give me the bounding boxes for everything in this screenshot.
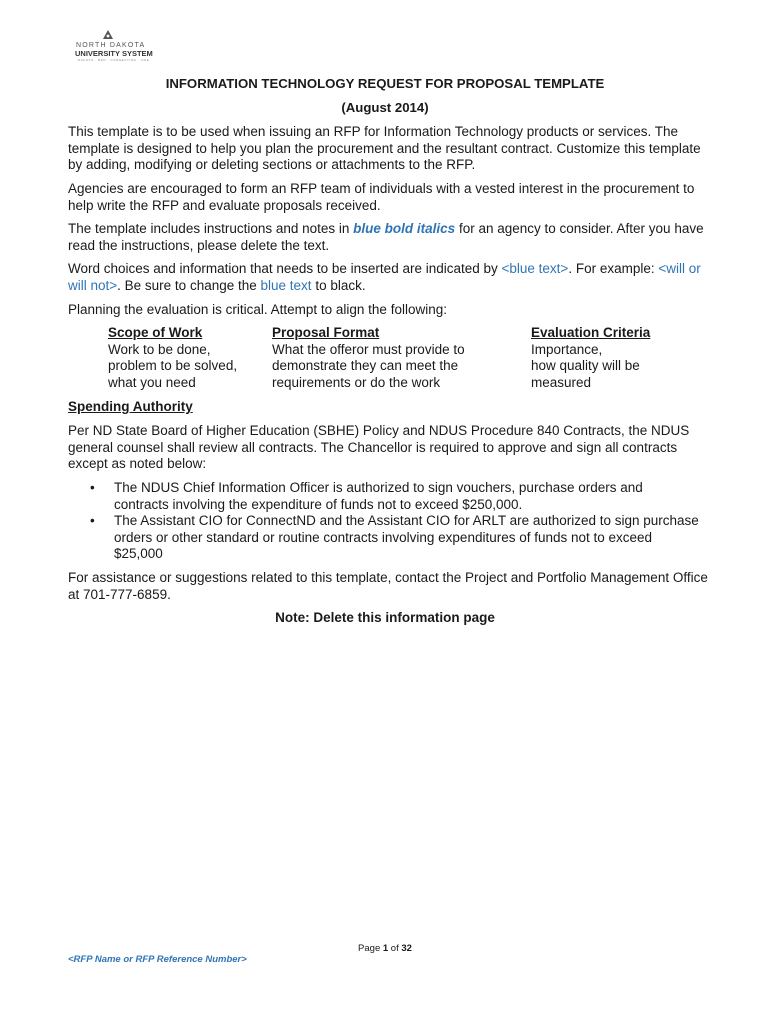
instructions-text-c: for an agency to consider. After you have read the instructions, please delete the text.	[68, 221, 704, 253]
column-line: What the offeror must provide to	[272, 341, 465, 357]
mountain-logo-icon	[103, 30, 113, 39]
bullet-text: The NDUS Chief Information Officer is authorized to sign vouchers, purchase orders and contracts involving the expenditure of funds not to exceed $250,000.	[114, 480, 643, 512]
column-line: measured	[531, 374, 592, 390]
list-item	[90, 513, 700, 563]
column-line: problem to be solved,	[108, 358, 238, 373]
instructions-paragraph	[68, 221, 708, 254]
column-line: Work to be done,	[108, 341, 211, 357]
page-of: of	[388, 943, 402, 954]
footer-rfp-reference: <RFP Name or RFP Reference Number>	[68, 954, 247, 965]
word-choices-text-g: to black.	[311, 277, 366, 293]
intro-paragraph: This template is to be used when issuing an RFP for Information Technology products or services. The template is designed to help you plan the procurement and the resultant contract. Customize this template by adding, modifying or deleting sections or attachments to the RFP.	[68, 124, 701, 172]
page-number	[0, 943, 770, 954]
page-current: 1	[382, 943, 389, 954]
will-or-will-not-sample: <will or will not>	[68, 261, 701, 293]
word-choices-paragraph	[68, 261, 708, 294]
blue-text-sample: <blue text>	[501, 261, 569, 276]
word-choices-text-a: Word choices and information that needs to be inserted are indicated by	[68, 261, 502, 276]
scope-of-work-column	[108, 325, 268, 391]
page-total: 32	[401, 943, 412, 954]
proposal-format-column	[272, 325, 522, 391]
logo-tagline: DAKOTA · BEN · CONNECTING · ONE	[78, 58, 150, 62]
column-line: Importance,	[531, 341, 603, 357]
page-prefix: Page	[358, 943, 383, 954]
column-line: what you need	[108, 374, 196, 390]
word-choices-text-c: . For example:	[568, 261, 659, 276]
column-line: how quality will be	[531, 358, 640, 373]
document-title: INFORMATION TECHNOLOGY REQUEST FOR PROPOSAL TEMPLATE	[165, 76, 605, 91]
spending-paragraph: Per ND State Board of Higher Education (SBHE) Policy and NDUS Procedure 840 Contracts, the NDUS general counsel shall review all contracts. The Chancellor is required to approve and sign all contracts except as noted below:	[68, 423, 690, 471]
evaluation-criteria-heading: Evaluation Criteria	[531, 325, 651, 340]
column-line: requirements or do the work	[272, 374, 441, 390]
ndus-logo	[72, 30, 153, 64]
scope-of-work-heading: Scope of Work	[108, 325, 203, 340]
evaluation-criteria-column	[531, 325, 711, 391]
bullet-text: The Assistant CIO for ConnectND and the Assistant CIO for ARLT are authorized to sign purchase orders or other standard or routine contracts involving expenditures of funds not to exceed $25,000	[114, 513, 699, 561]
bullet-icon: •	[90, 480, 95, 495]
list-item	[90, 480, 700, 513]
spending-bullet-list	[90, 480, 700, 563]
assistance-paragraph: For assistance or suggestions related to this template, contact the Project and Portfolio Management Office at 701-777-6859.	[68, 570, 708, 602]
logo-line-1: NORTH DAKOTA	[76, 42, 146, 49]
instructions-text-a: The template includes instructions and notes in	[68, 221, 354, 236]
agencies-paragraph: Agencies are encouraged to form an RFP team of individuals with a vested interest in the procurement to help write the RFP and evaluate proposals received.	[68, 181, 695, 213]
column-line: demonstrate they can meet the	[272, 358, 459, 373]
logo-line-2: UNIVERSITY SYSTEM	[75, 49, 153, 58]
word-choices-text-e: . Be sure to change the	[117, 277, 261, 293]
planning-paragraph: Planning the evaluation is critical. Attempt to align the following:	[68, 302, 447, 317]
spending-authority-heading: Spending Authority	[68, 399, 193, 414]
bullet-icon: •	[90, 513, 95, 528]
proposal-format-heading: Proposal Format	[272, 325, 380, 340]
blue-text-word: blue text	[260, 277, 312, 293]
blue-bold-italics-sample: blue bold italics	[353, 221, 456, 236]
document-subtitle: (August 2014)	[341, 100, 429, 115]
delete-note: Note: Delete this information page	[275, 610, 495, 625]
